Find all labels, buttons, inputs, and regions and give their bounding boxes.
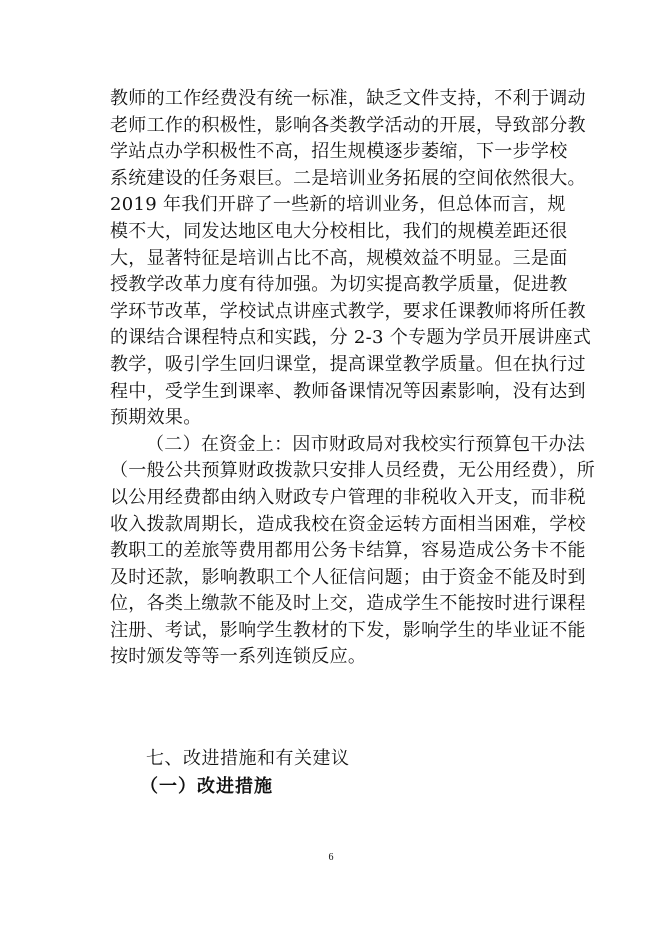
text-line: 系统建设的任务艰巨。二是培训业务拓展的空间依然很大。 bbox=[110, 167, 586, 189]
text-line: 及时还款，影响教职工个人征信问题；由于资金不能及时到 bbox=[110, 566, 586, 588]
text-line: 的课结合课程特点和实践，分 2-3 个专题为学员开展讲座式 bbox=[110, 327, 592, 349]
text-line: 以公用经费都由纳入财政专户管理的非税收入开支，而非税 bbox=[110, 486, 586, 508]
text-line: 教学，吸引学生回归课堂，提高课堂教学质量。但在执行过 bbox=[110, 353, 586, 375]
section-heading: 七、改进措施和有关建议 bbox=[146, 748, 350, 769]
text-line: （一般公共预算财政拨款只安排人员经费，无公用经费），所 bbox=[110, 460, 596, 482]
text-line: 注册、考试，影响学生教材的下发，影响学生的毕业证不能 bbox=[110, 619, 586, 641]
text-line: 大，显著特征是培训占比不高，规模效益不明显。三是面 bbox=[110, 247, 568, 269]
text-line: 位，各类上缴款不能及时上交，造成学生不能按时进行课程 bbox=[110, 593, 586, 615]
text-line: 收入拨款周期长，造成我校在资金运转方面相当困难，学校 bbox=[110, 513, 586, 535]
text-line: 授教学改革力度有待加强。为切实提高教学质量，促进教 bbox=[110, 274, 568, 296]
text-line: （二）在资金上：因市财政局对我校实行预算包干办法 bbox=[146, 433, 586, 455]
text-line: 程中，受学生到课率、教师备课情况等因素影响，没有达到 bbox=[110, 380, 586, 402]
text-line: 模不大，同发达地区电大分校相比，我们的规模差距还很 bbox=[110, 220, 568, 242]
text-line: 学站点办学积极性不高，招生规模逐步萎缩，下一步学校 bbox=[110, 141, 568, 163]
subsection-heading: （一）改进措施 bbox=[140, 776, 273, 797]
text-line: 学环节改革，学校试点讲座式教学，要求任课教师将所任教 bbox=[110, 300, 586, 322]
page-number: 6 bbox=[328, 852, 334, 863]
text-line: 预期效果。 bbox=[110, 407, 202, 429]
text-line: 教师的工作经费没有统一标准，缺乏文件支持，不利于调动 bbox=[110, 88, 586, 109]
text-line: 按时颁发等等一系列连锁反应。 bbox=[110, 646, 367, 668]
body-text bbox=[110, 86, 596, 671]
text-line: 老师工作的积极性，影响各类教学活动的开展，导致部分教 bbox=[110, 114, 586, 136]
text-line: 2019 年我们开辟了一些新的培训业务，但总体而言，规 bbox=[110, 194, 566, 216]
text-line: 教职工的差旅等费用都用公务卡结算，容易造成公务卡不能 bbox=[110, 540, 586, 562]
